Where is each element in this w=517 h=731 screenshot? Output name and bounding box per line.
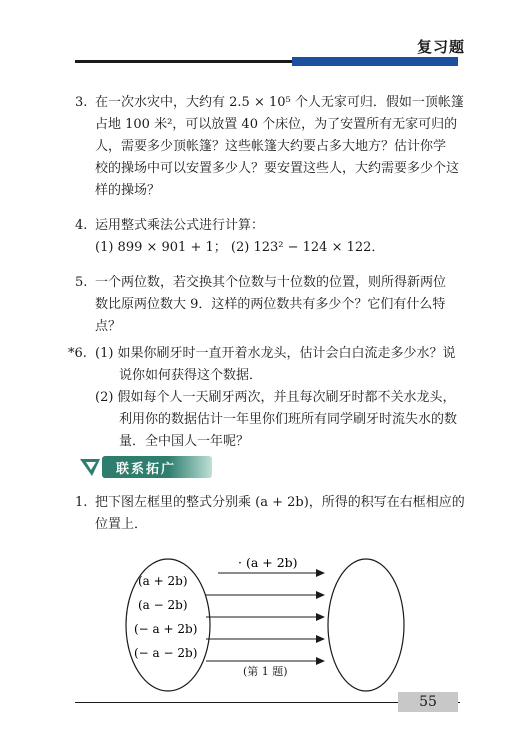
problem-4-number: 4. — [75, 218, 88, 233]
left-item-2: (a − 2b) — [138, 598, 188, 612]
problem-6-line-1 — [68, 343, 463, 365]
problem-6-sub1-line-2: 说你如何获得这个数据． — [119, 368, 263, 383]
problem-6 — [68, 343, 463, 453]
problem-5 — [75, 272, 470, 338]
arrow-top-head — [316, 569, 325, 577]
multiplication-figure — [120, 555, 420, 705]
section-label: 联系拓广 — [116, 462, 177, 477]
problem-4 — [75, 215, 470, 259]
ext-problem-1-line-1 — [75, 492, 470, 514]
problem-3-line-3: 人，需要多少顶帐篷？这些帐篷大约要占多大地方？估计你学 — [95, 139, 447, 154]
arrow-3-head — [316, 635, 325, 643]
figure-caption: (第 1 题) — [243, 665, 288, 678]
arrow-2-head — [316, 613, 325, 621]
ext-problem-1-text-1: 把下图左框里的整式分别乘 (a + 2b)，所得的积写在右框相应的 — [95, 495, 465, 510]
problem-6-sub2-line-1: (2) 假如每个人一天刷牙两次，并且每次刷牙时都不关水龙头， — [95, 390, 456, 405]
problem-6-sub1-text-1: (1) 如果你刷牙时一直开着水龙头，估计会白白流走多少水？说 — [95, 346, 456, 361]
problem-3-line-1 — [75, 92, 470, 114]
problem-3 — [75, 92, 470, 202]
page-header-title: 复习题 — [416, 38, 465, 56]
problem-5-number: 5. — [75, 275, 88, 290]
left-item-4: (− a − 2b) — [134, 646, 198, 660]
problem-6-sub2-line-2: 利用你的数据估计一年里你们班所有同学刷牙时流失水的数 — [119, 412, 458, 427]
problem-4-line-1 — [75, 215, 470, 237]
problem-5-line-1 — [75, 272, 470, 294]
problem-3-number: 3. — [75, 95, 88, 110]
page-number: 55 — [419, 694, 437, 710]
arrow-1-head — [316, 591, 325, 599]
section-banner — [78, 454, 228, 480]
multiplier-label: · (a + 2b) — [238, 555, 298, 570]
problem-4-text-1: 运用整式乘法公式进行计算： — [95, 218, 265, 233]
problem-3-line-4: 校的操场中可以安置多少人？要安置这些人，大约需要多少个这 — [95, 161, 460, 176]
right-ellipse — [328, 559, 404, 691]
problem-4-subparts: (1) 899 × 901 + 1； (2) 123² − 124 × 122． — [95, 240, 385, 255]
problem-6-sub2-line-3: 量．全中国人一年呢？ — [119, 434, 250, 449]
header-accent-bar — [292, 57, 458, 66]
problem-3-text-1: 在一次水灾中，大约有 2.5 × 10⁵ 个人无家可归．假如一顶帐篷 — [95, 95, 464, 110]
problem-6-number: *6. — [68, 346, 87, 361]
problem-5-line-2: 数比原两位数大 9．这样的两位数共有多少个？它们有什么特 — [95, 297, 446, 312]
problem-3-line-5: 样的操场？ — [95, 183, 161, 198]
ext-problem-1-line-2: 位置上． — [95, 517, 148, 532]
left-item-3: (− a + 2b) — [134, 622, 198, 636]
ext-problem-1 — [75, 492, 470, 536]
ext-problem-1-number: 1. — [75, 495, 88, 510]
problem-5-text-1: 一个两位数，若交换其个位数与十位数的位置，则所得新两位 — [95, 275, 447, 290]
arrow-4-head — [316, 657, 325, 665]
left-item-1: (a + 2b) — [138, 574, 188, 588]
problem-5-line-3: 点？ — [95, 319, 122, 334]
problem-3-line-2: 占地 100 米²，可以放置 40 个床位，为了安置所有无家可归的 — [95, 117, 458, 132]
